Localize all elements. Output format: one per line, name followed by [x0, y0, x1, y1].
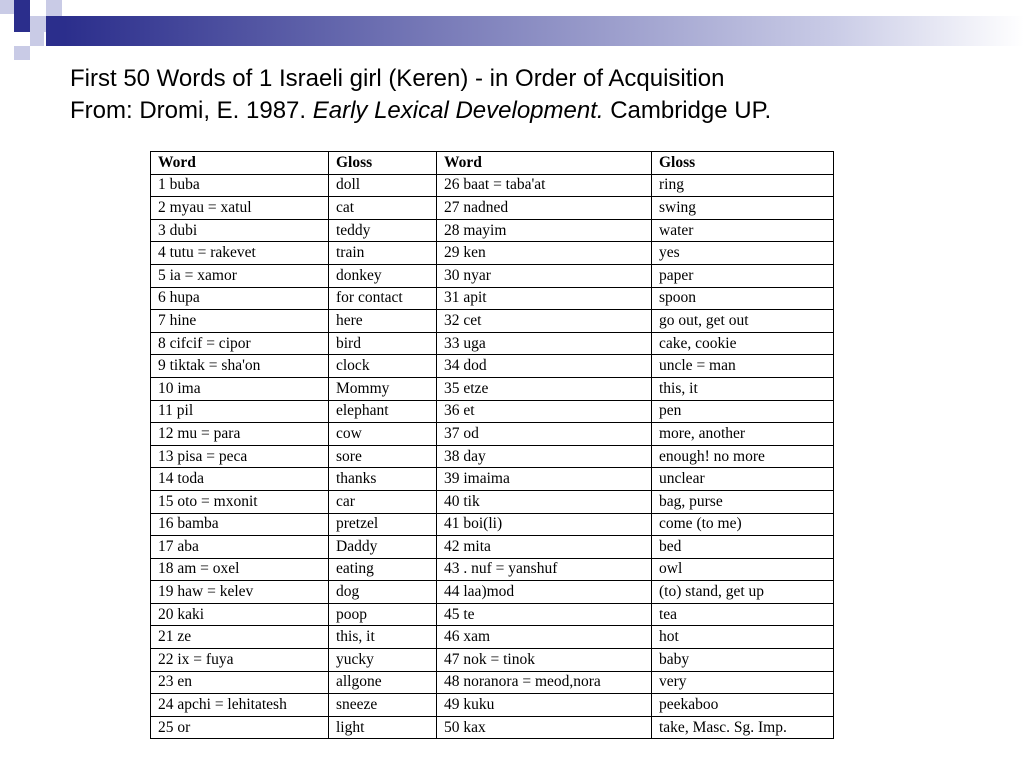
gloss-cell: bird	[329, 332, 437, 355]
gloss-cell: owl	[652, 558, 834, 581]
gloss-cell: dog	[329, 581, 437, 604]
table-row	[151, 400, 834, 423]
decor-square-5	[30, 16, 46, 32]
gloss-cell: (to) stand, get up	[652, 581, 834, 604]
word-cell: 21 ze	[151, 626, 329, 649]
table-row	[151, 649, 834, 672]
gloss-cell: bag, purse	[652, 490, 834, 513]
citation-prefix: From: Dromi, E. 1987.	[70, 97, 313, 124]
word-cell: 39 imaima	[437, 468, 652, 491]
gloss-cell: cow	[329, 423, 437, 446]
word-cell: 30 nyar	[437, 264, 652, 287]
word-cell: 34 dod	[437, 355, 652, 378]
column-header: Word	[437, 152, 652, 175]
word-cell: 22 ix = fuya	[151, 649, 329, 672]
gloss-cell: spoon	[652, 287, 834, 310]
gloss-cell: pretzel	[329, 513, 437, 536]
decor-square-8	[14, 46, 30, 60]
word-cell: 6 hupa	[151, 287, 329, 310]
gloss-cell: ring	[652, 174, 834, 197]
gloss-cell: swing	[652, 197, 834, 220]
word-cell: 11 pil	[151, 400, 329, 423]
gloss-cell: more, another	[652, 423, 834, 446]
word-cell: 5 ia = xamor	[151, 264, 329, 287]
gloss-cell: Mommy	[329, 377, 437, 400]
table-row	[151, 423, 834, 446]
table-row	[151, 490, 834, 513]
gloss-cell: poop	[329, 603, 437, 626]
table-row	[151, 219, 834, 242]
word-cell: 36 et	[437, 400, 652, 423]
table-row	[151, 513, 834, 536]
word-cell: 43 . nuf = yanshuf	[437, 558, 652, 581]
table-row	[151, 242, 834, 265]
table-header-row	[151, 152, 834, 175]
title-line-2	[70, 95, 1010, 127]
gloss-cell: car	[329, 490, 437, 513]
word-cell: 1 buba	[151, 174, 329, 197]
table-row	[151, 716, 834, 739]
word-cell: 13 pisa = peca	[151, 445, 329, 468]
word-cell: 19 haw = kelev	[151, 581, 329, 604]
table-row	[151, 310, 834, 333]
gloss-cell: Daddy	[329, 536, 437, 559]
table-row	[151, 287, 834, 310]
slide-decoration	[0, 0, 1024, 60]
word-cell: 35 etze	[437, 377, 652, 400]
word-cell: 44 laa)mod	[437, 581, 652, 604]
word-cell: 10 ima	[151, 377, 329, 400]
word-cell: 9 tiktak = sha'on	[151, 355, 329, 378]
table-row	[151, 174, 834, 197]
gloss-cell: train	[329, 242, 437, 265]
gloss-cell: sore	[329, 445, 437, 468]
word-cell: 29 ken	[437, 242, 652, 265]
word-cell: 3 dubi	[151, 219, 329, 242]
word-cell: 17 aba	[151, 536, 329, 559]
table-row	[151, 264, 834, 287]
gloss-cell: yucky	[329, 649, 437, 672]
word-cell: 2 myau = xatul	[151, 197, 329, 220]
column-header: Gloss	[329, 152, 437, 175]
word-cell: 46 xam	[437, 626, 652, 649]
word-cell: 31 apit	[437, 287, 652, 310]
decor-square-1	[0, 0, 14, 14]
table-row	[151, 581, 834, 604]
column-header: Gloss	[652, 152, 834, 175]
decor-square-4	[14, 16, 30, 32]
table-row	[151, 377, 834, 400]
word-cell: 40 tik	[437, 490, 652, 513]
word-cell: 4 tutu = rakevet	[151, 242, 329, 265]
word-cell: 14 toda	[151, 468, 329, 491]
table-row	[151, 558, 834, 581]
gloss-cell: yes	[652, 242, 834, 265]
gloss-cell: allgone	[329, 671, 437, 694]
gloss-cell: enough! no more	[652, 445, 834, 468]
gloss-cell: this, it	[329, 626, 437, 649]
word-cell: 15 oto = mxonit	[151, 490, 329, 513]
word-cell: 25 or	[151, 716, 329, 739]
table-row	[151, 694, 834, 717]
gloss-cell: here	[329, 310, 437, 333]
gloss-cell: unclear	[652, 468, 834, 491]
word-cell: 48 noranora = meod,nora	[437, 671, 652, 694]
decor-square-7	[30, 32, 44, 46]
word-cell: 41 boi(li)	[437, 513, 652, 536]
table-row	[151, 626, 834, 649]
citation-suffix: Cambridge UP.	[603, 97, 772, 124]
gloss-cell: uncle = man	[652, 355, 834, 378]
table-row	[151, 603, 834, 626]
gloss-cell: for contact	[329, 287, 437, 310]
word-cell: 8 cifcif = cipor	[151, 332, 329, 355]
gloss-cell: light	[329, 716, 437, 739]
word-cell: 7 hine	[151, 310, 329, 333]
gloss-cell: pen	[652, 400, 834, 423]
gloss-cell: go out, get out	[652, 310, 834, 333]
slide-title	[70, 63, 1010, 127]
table-row	[151, 671, 834, 694]
gloss-cell: cat	[329, 197, 437, 220]
gloss-cell: very	[652, 671, 834, 694]
gloss-cell: come (to me)	[652, 513, 834, 536]
gloss-cell: take, Masc. Sg. Imp.	[652, 716, 834, 739]
table-row	[151, 332, 834, 355]
decor-square-3	[46, 0, 62, 16]
word-table	[150, 151, 834, 739]
column-header: Word	[151, 152, 329, 175]
gloss-cell: tea	[652, 603, 834, 626]
word-cell: 12 mu = para	[151, 423, 329, 446]
table-row	[151, 536, 834, 559]
word-cell: 33 uga	[437, 332, 652, 355]
word-cell: 42 mita	[437, 536, 652, 559]
gloss-cell: bed	[652, 536, 834, 559]
gloss-cell: clock	[329, 355, 437, 378]
word-cell: 38 day	[437, 445, 652, 468]
word-cell: 16 bamba	[151, 513, 329, 536]
gloss-cell: donkey	[329, 264, 437, 287]
word-cell: 45 te	[437, 603, 652, 626]
table-body	[151, 174, 834, 739]
word-cell: 37 od	[437, 423, 652, 446]
gloss-cell: eating	[329, 558, 437, 581]
table-row	[151, 468, 834, 491]
decor-square-2	[14, 0, 30, 16]
gloss-cell: peekaboo	[652, 694, 834, 717]
word-cell: 49 kuku	[437, 694, 652, 717]
word-cell: 28 mayim	[437, 219, 652, 242]
table-row	[151, 445, 834, 468]
table-row	[151, 197, 834, 220]
title-line-1: First 50 Words of 1 Israeli girl (Keren) - in Order of Acquisition	[70, 65, 725, 92]
word-cell: 24 apchi = lehitatesh	[151, 694, 329, 717]
gloss-cell: water	[652, 219, 834, 242]
gloss-cell: this, it	[652, 377, 834, 400]
table-row	[151, 355, 834, 378]
word-cell: 50 kax	[437, 716, 652, 739]
gloss-cell: doll	[329, 174, 437, 197]
gloss-cell: thanks	[329, 468, 437, 491]
word-cell: 32 cet	[437, 310, 652, 333]
word-cell: 20 kaki	[151, 603, 329, 626]
decor-square-6	[46, 16, 64, 46]
word-cell: 26 baat = taba'at	[437, 174, 652, 197]
header-gradient-band	[64, 16, 1024, 46]
gloss-cell: paper	[652, 264, 834, 287]
gloss-cell: cake, cookie	[652, 332, 834, 355]
word-cell: 27 nadned	[437, 197, 652, 220]
gloss-cell: baby	[652, 649, 834, 672]
citation-book-title: Early Lexical Development.	[312, 97, 604, 124]
word-cell: 18 am = oxel	[151, 558, 329, 581]
word-cell: 47 nok = tinok	[437, 649, 652, 672]
gloss-cell: hot	[652, 626, 834, 649]
gloss-cell: teddy	[329, 219, 437, 242]
word-cell: 23 en	[151, 671, 329, 694]
gloss-cell: sneeze	[329, 694, 437, 717]
gloss-cell: elephant	[329, 400, 437, 423]
